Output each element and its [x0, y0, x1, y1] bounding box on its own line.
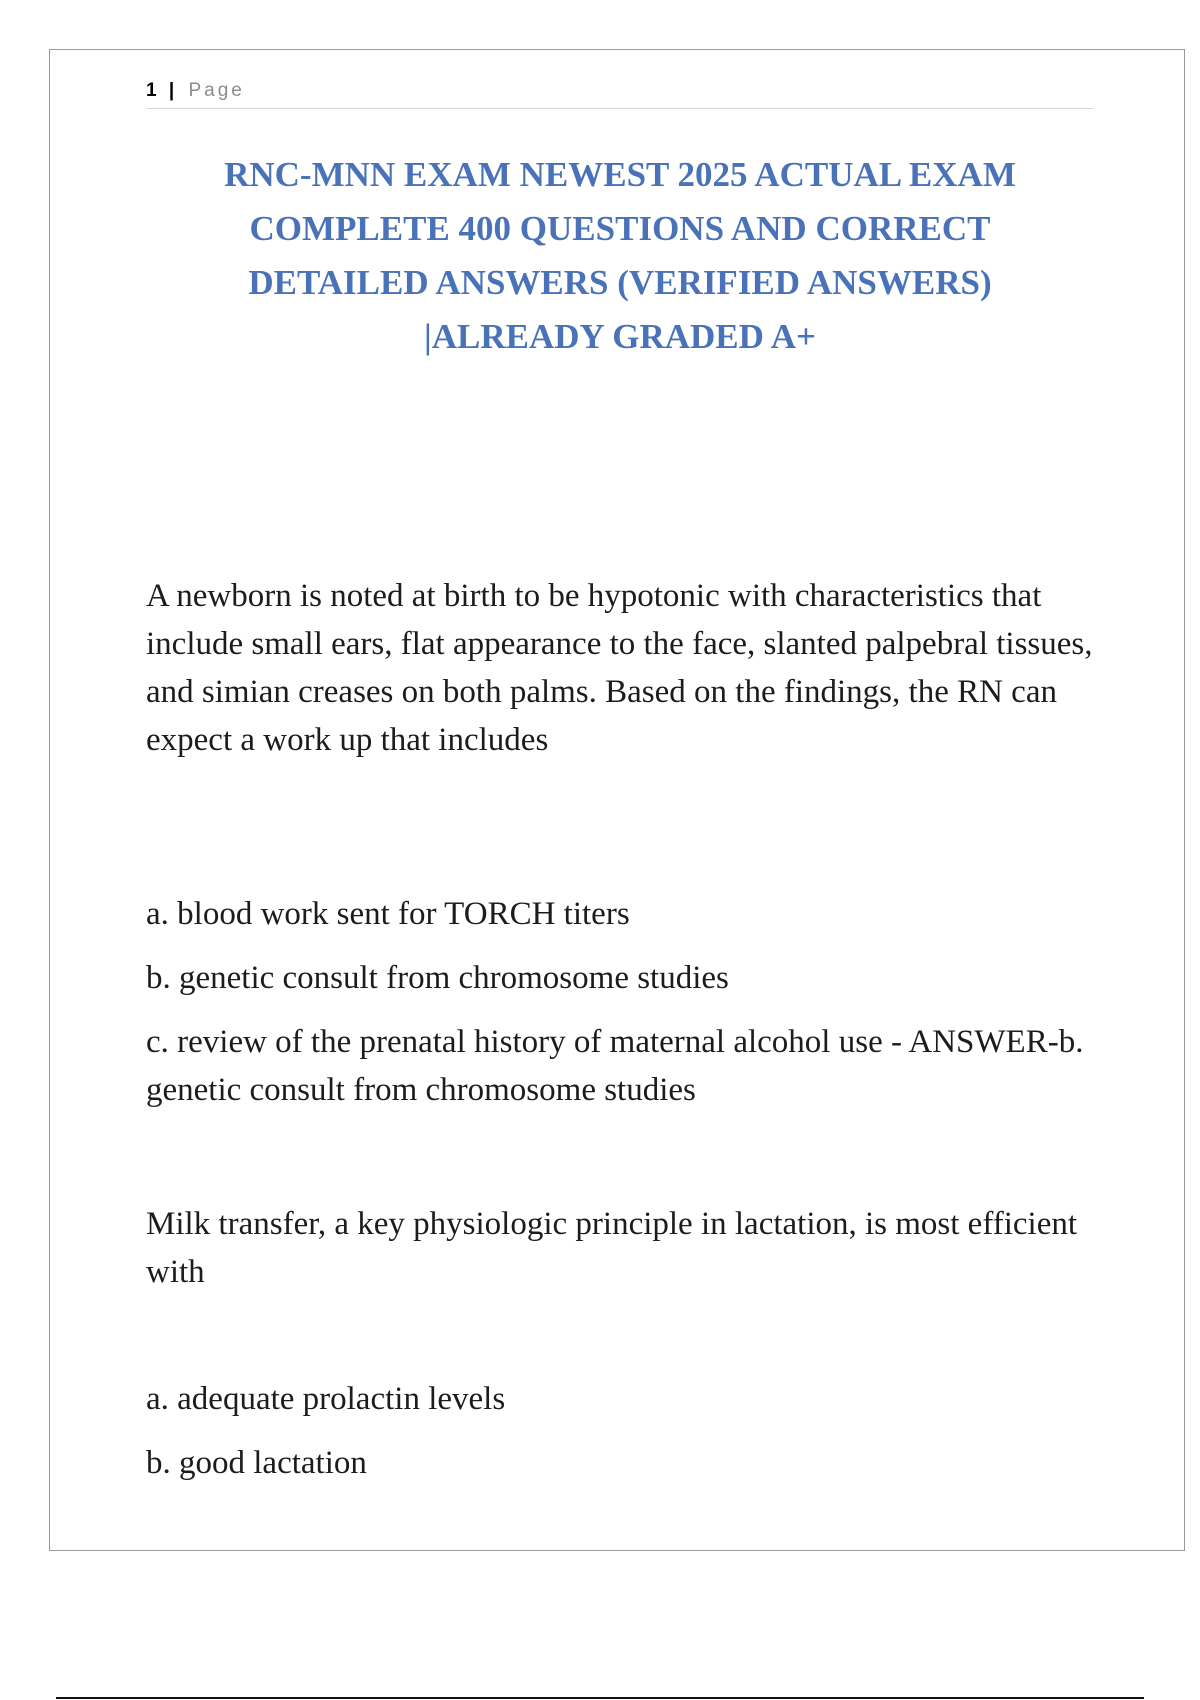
title-line: COMPLETE 400 QUESTIONS AND CORRECT	[249, 209, 991, 248]
page-number: 1	[146, 80, 160, 101]
title-line: |ALREADY GRADED A+	[424, 317, 816, 356]
question-1-option-a: a. blood work sent for TORCH titers	[146, 896, 630, 932]
question-1-option-b: b. genetic consult from chromosome studies	[146, 960, 729, 996]
question-1-options	[146, 890, 1106, 1130]
question-2-option-a: a. adequate prolactin levels	[146, 1381, 506, 1417]
question-2-options	[146, 1375, 1106, 1503]
question-1-option-c-answer: c. review of the prenatal history of maternal alcohol use - ANSWER-b. genetic consult from chromosome studies	[146, 1024, 1084, 1108]
question-2-prompt: Milk transfer, a key physiologic principle in lactation, is most efficient with	[146, 1206, 1078, 1290]
title-line: DETAILED ANSWERS (VERIFIED ANSWERS)	[248, 263, 992, 302]
page-separator: |	[168, 80, 178, 101]
page-label: Page	[188, 80, 245, 101]
page-header	[146, 78, 1094, 109]
question-1-prompt: A newborn is noted at birth to be hypotonic with characteristics that include small ears, flat appearance to the face, slanted palpebral tissues, and simian creases on both palms. Based on the findings, the RN can expect a work up that includes	[146, 578, 1093, 758]
title-line: RNC-MNN EXAM NEWEST 2025 ACTUAL EXAM	[224, 155, 1016, 194]
question-2-option-b: b. good lactation	[146, 1445, 367, 1481]
document-page	[49, 49, 1185, 1551]
document-title	[146, 148, 1094, 364]
footer-divider	[56, 1697, 1144, 1699]
